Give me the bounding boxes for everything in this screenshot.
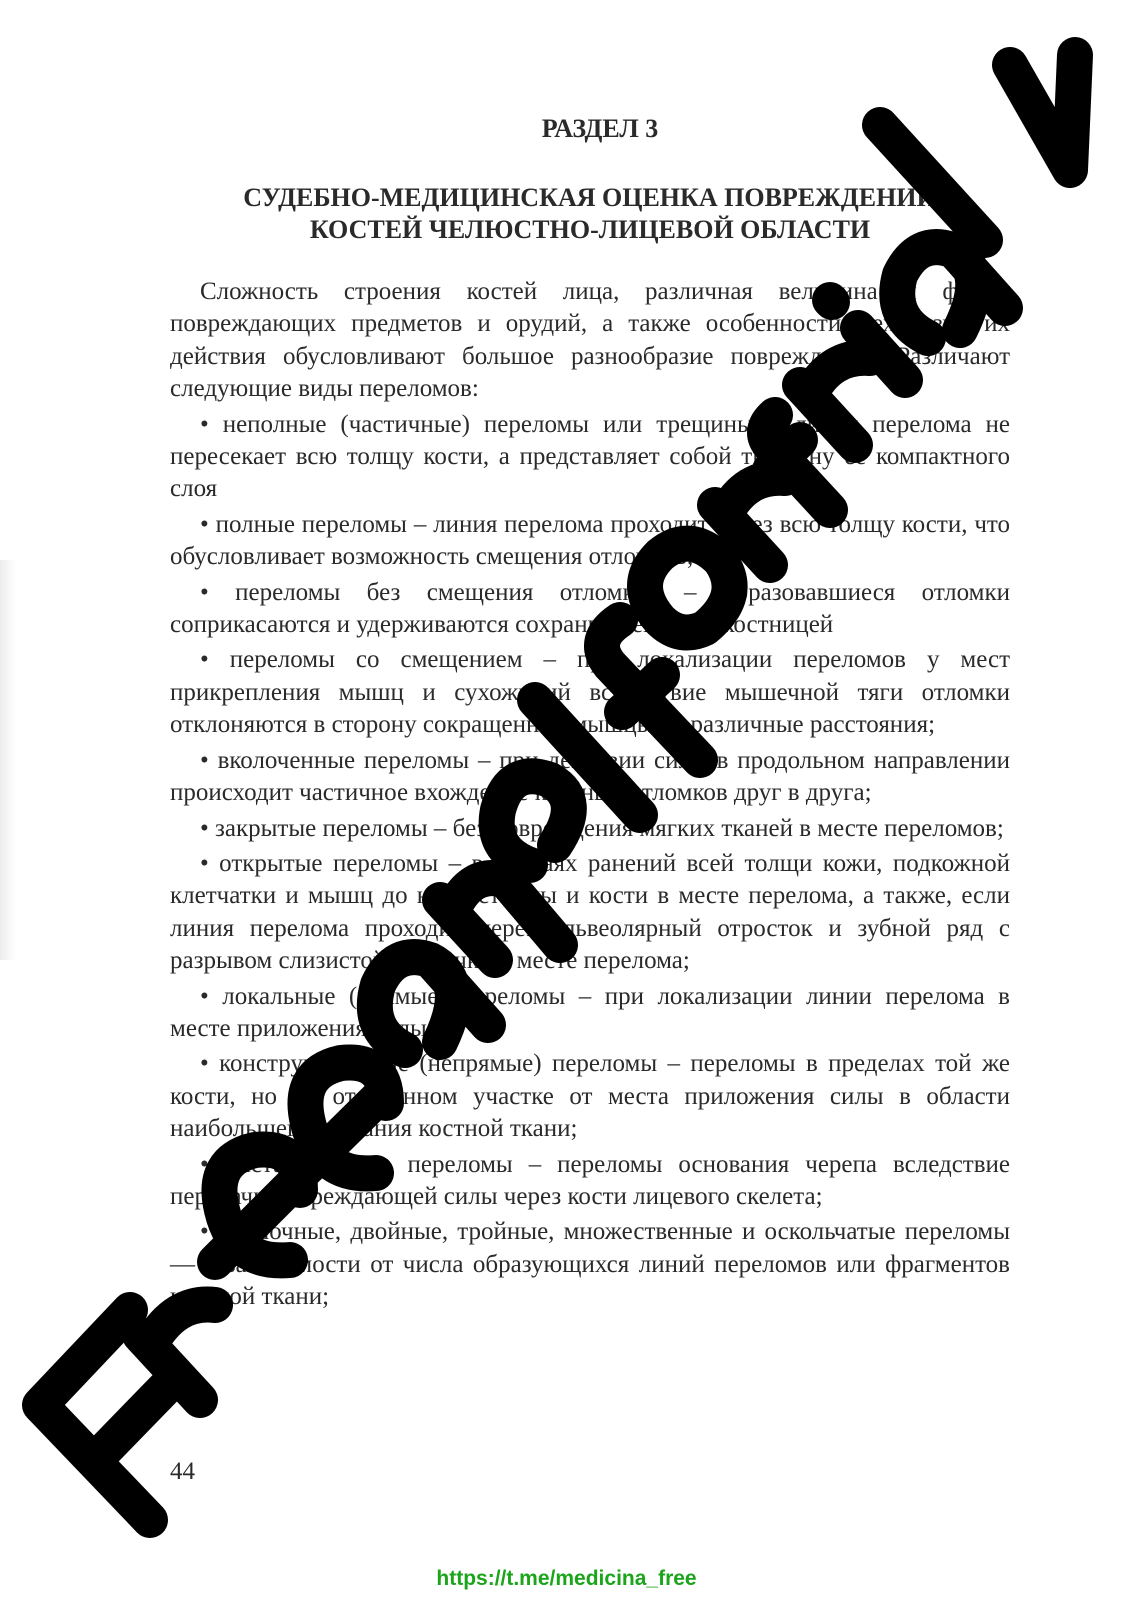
page-edge-shadow (0, 560, 16, 960)
chapter-title (170, 182, 1010, 246)
fracture-type-item: • неполные (частичные) переломы или трещины – линия перелома не пересекает всю толщу кости, а представляет собой трещину ее компактного слоя (170, 410, 1010, 503)
section-label: РАЗДЕЛ 3 (541, 114, 659, 143)
fracture-type-item: • закрытые переломы – без повреждения мягких тканей в месте переломов; (200, 814, 1004, 842)
fracture-type-item: • вколоченные переломы – при действии силы в продольном направлении происходит частичное вхождение костных отломков друг в друга; (170, 746, 1010, 807)
book-page (170, 112, 1010, 1314)
fracture-type-item: • конструкционные (непрямые) переломы – переломы в пределах той же кости, но на отдаленном участке от места приложения силы в области наибольшего сгибания костной ткани; (170, 1050, 1010, 1143)
fracture-type-item: • открытые переломы – в случаях ранений всей толщи кожи, подкожной клетчатки и мышц до надкостницы и кости в месте перелома, а также, если линия перелома проходит через альвеолярный отросток и зубной ряд с разрывом слизистой оболочки в месте перелома; (170, 849, 1010, 975)
chapter-title-line-2: КОСТЕЙ ЧЕЛЮСТНО-ЛИЦЕВОЙ ОБЛАСТИ (309, 215, 871, 244)
fracture-type-item: • дистанционные переломы – переломы основания черепа вследствие передачи повреждающей силы через кости лицевого скелета; (170, 1150, 1010, 1210)
watermark-letter-y (1010, 55, 1075, 170)
watermark-letter-f (40, 1310, 165, 1520)
intro-paragraph: Сложность строения костей лица, различная величина и форма повреждающих предметов и орудий, а также особенности механизма их действия обусловливают большое разнообразие повреждений. Различают следующие виды переломов: (170, 278, 1010, 403)
fracture-type-item: • локальные (прямые) переломы – при локализации линии перелома в месте приложения силы; (170, 982, 1010, 1042)
page-number: 44 (170, 1458, 195, 1485)
footer-telegram-link[interactable]: https://t.me/medicina_free (436, 1567, 697, 1590)
fracture-type-item: • одиночные, двойные, тройные, множественные и оскольчатые переломы — в зависимости от числа образующихся линий переломов или фрагментов костной ткани; (170, 1218, 1010, 1311)
fracture-type-item: • переломы со смещением – при локализации переломов у мест прикрепления мышц и сухожилий вследствие мышечной тяги отломки отклоняются в сторону сокращенной мышцы на различные расстояния; (170, 646, 1010, 739)
watermark-letter-r (140, 1305, 215, 1401)
fracture-type-item: • переломы без смещения отломков – образовавшиеся отломки соприкасаются и удерживаются сохранившейся надкостницей (170, 578, 1010, 639)
chapter-title-line-1: СУДЕБНО-МЕДИЦИНСКАЯ ОЦЕНКА ПОВРЕЖДЕНИЙ (243, 183, 937, 212)
fracture-type-item: • полные переломы – линия перелома проходит через всю толщу кости, что обусловливает возможность смещения отломков; (170, 510, 1010, 571)
fracture-type-list (170, 409, 1010, 1314)
body-text (170, 276, 1010, 1314)
